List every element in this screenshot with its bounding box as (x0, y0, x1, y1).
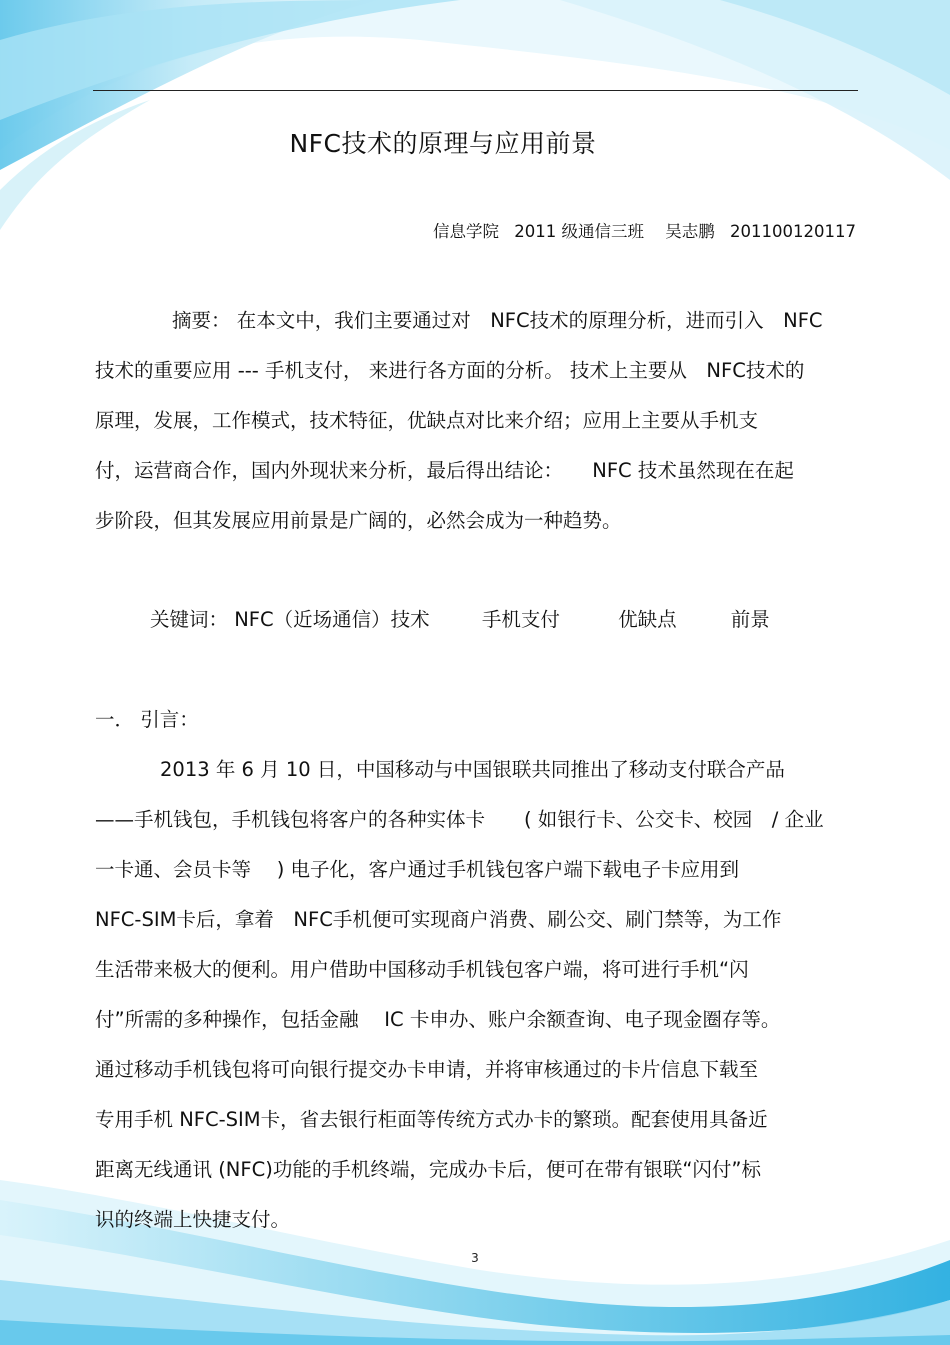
keyword-item: 前景 (730, 608, 770, 631)
keyword-item: NFC（近场通信）技术 (234, 608, 430, 631)
abstract-line: 付，运营商合作，国内外现状来分析，最后得出结论： NFC 技术虽然现在在起 (95, 459, 794, 482)
body-line: ——手机钱包，手机钱包将客户的各种实体卡 ( 如银行卡、公交卡、校园 / 企业 (95, 808, 824, 831)
author-line (423, 218, 856, 242)
keywords-label: 关键词： (150, 608, 229, 631)
page-number: 3 (471, 1251, 479, 1265)
body-line: 一卡通、会员卡等 ) 电子化，客户通过手机钱包客户端下载电子卡应用到 (95, 858, 740, 881)
keyword-item: 优缺点 (618, 608, 677, 631)
body-line: NFC-SIM卡后，拿着 NFC手机便可实现商户消费、刷公交、刷门禁等，为工作 (95, 908, 782, 931)
author-school: 信息学院 (433, 222, 500, 241)
author-id: 201100120117 (730, 222, 856, 241)
body-line: 专用手机 NFC-SIM卡，省去银行柜面等传统方式办卡的繁琐。配套使用具备近 (95, 1108, 768, 1131)
keyword-item: 手机支付 (481, 608, 560, 631)
body-line: 通过移动手机钱包将可向银行提交办卡申请，并将审核通过的卡片信息下载至 (95, 1058, 759, 1081)
author-name: 吴志鹏 (665, 222, 715, 241)
body-line: 距离无线通讯 (NFC)功能的手机终端，完成办卡后，便可在带有银联“闪付”标 (95, 1158, 762, 1181)
body-line: 识的终端上快捷支付。 (95, 1208, 291, 1231)
abstract-line: 技术的重要应用 --- 手机支付， 来进行各方面的分析。 技术上主要从 NFC技术的 (95, 359, 805, 382)
body-line: 2013 年 6 月 10 日，中国移动与中国银联共同推出了移动支付联合产品 (160, 758, 785, 781)
body-line: 生活带来极大的便利。用户借助中国移动手机钱包客户端，将可进行手机“闪 (95, 958, 749, 981)
keywords-line (150, 604, 770, 632)
author-class: 2011 级通信三班 (514, 222, 645, 241)
page-title: NFC技术的原理与应用前景 (289, 129, 597, 158)
abstract-line: 步阶段，但其发展应用前景是广阔的，必然会成为一种趋势。 (95, 509, 622, 532)
abstract-line: 原理，发展，工作模式，技术特征，优缺点对比来介绍；应用上主要从手机支 (95, 409, 759, 432)
section-heading: 一． 引言： (95, 708, 199, 731)
header-rule (93, 90, 858, 91)
abstract-line: 摘要： 在本文中，我们主要通过对 NFC技术的原理分析，进而引入 NFC (172, 309, 823, 332)
body-line: 付”所需的多种操作，包括金融 IC 卡申办、账户余额查询、电子现金圈存等。 (95, 1008, 781, 1031)
